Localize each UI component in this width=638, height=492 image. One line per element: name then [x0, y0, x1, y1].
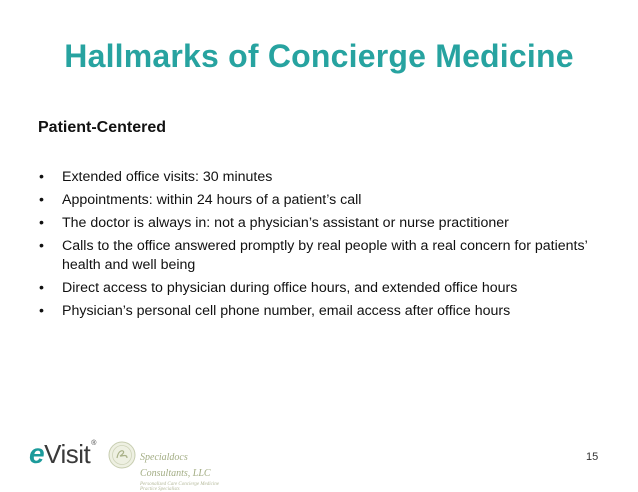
- bullet-item: [38, 168, 598, 187]
- bullet-text: Physician’s personal cell phone number, email access after office hours: [62, 303, 511, 319]
- partner-seal-icon: [108, 441, 136, 469]
- bullet-list: [38, 168, 598, 325]
- bullet-text: Direct access to physician during office hours, and extended office hours: [62, 280, 518, 296]
- evisit-logo: [29, 440, 96, 468]
- bullet-item: [38, 191, 598, 210]
- bullet-item: [38, 214, 598, 233]
- section-heading: Patient-Centered: [38, 119, 167, 136]
- bullet-dot: •: [39, 303, 44, 319]
- bullet-dot: •: [39, 238, 44, 254]
- partner-logo-name: Specialdocs Consultants, LLC: [140, 452, 211, 479]
- slide-title: Hallmarks of Concierge Medicine: [64, 38, 574, 74]
- bullet-text: The doctor is always in: not a physician’s assistant or nurse practitioner: [62, 215, 509, 231]
- evisit-logo-text: Visit: [44, 439, 91, 469]
- bullet-dot: •: [39, 169, 44, 185]
- partner-logo-tagline: Personalized Care Concierge Medicine Practice Specialists: [140, 482, 219, 492]
- bullet-item: [38, 237, 598, 275]
- registered-mark: ®: [91, 440, 96, 447]
- bullet-dot: •: [39, 192, 44, 208]
- partner-logo: [140, 448, 230, 492]
- bullet-text: Appointments: within 24 hours of a patient’s call: [62, 192, 362, 208]
- bullet-dot: •: [39, 280, 44, 296]
- bullet-text: Calls to the office answered promptly by real people with a real concern for patients’ health and well being: [62, 238, 588, 273]
- evisit-logo-e: e: [29, 438, 45, 469]
- bullet-dot: •: [39, 215, 44, 231]
- page-number: 15: [586, 451, 599, 463]
- bullet-item: [38, 279, 598, 298]
- bullet-item: [38, 302, 598, 321]
- bullet-text: Extended office visits: 30 minutes: [62, 169, 273, 185]
